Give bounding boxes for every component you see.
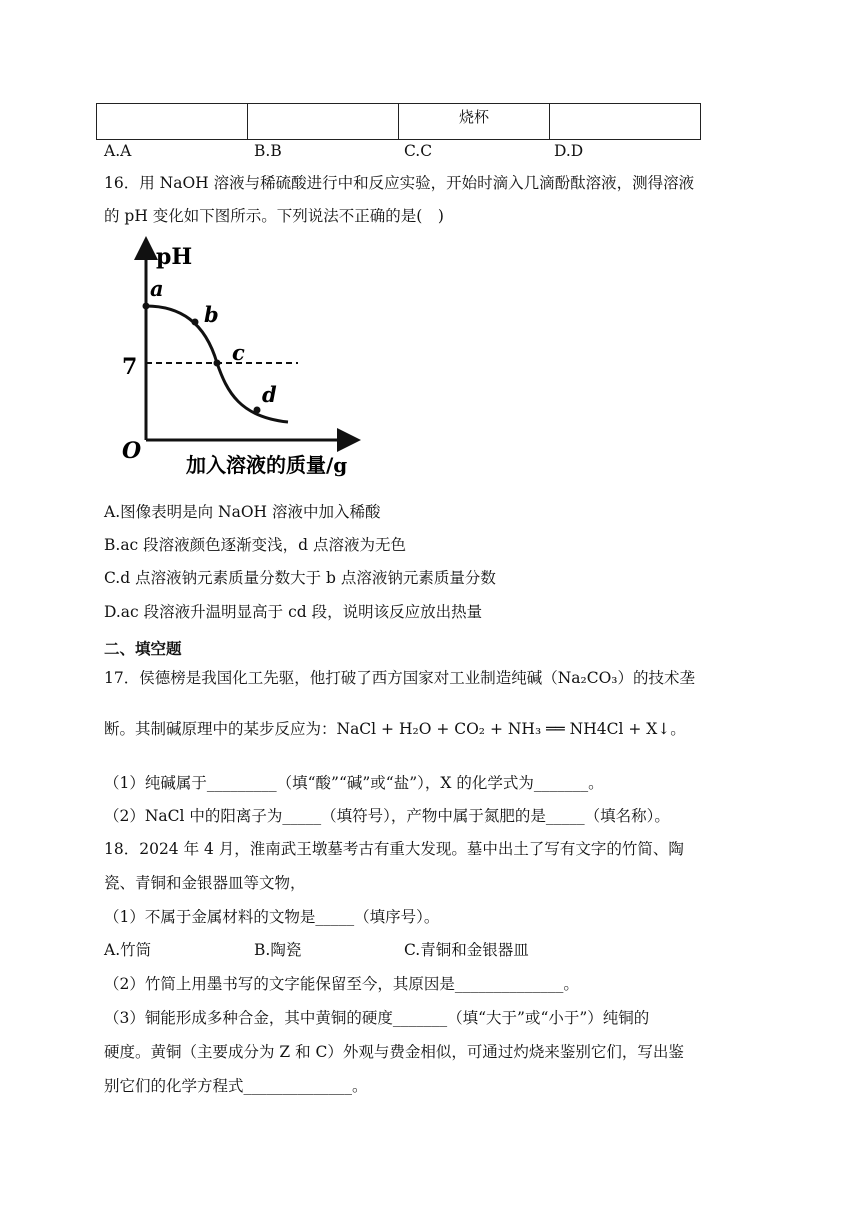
table-row (97, 104, 701, 140)
point-b (192, 319, 199, 326)
q18-stem-line1: 18．2024 年 4 月，淮南武王墩墓考古有重大发现。墓中出土了写有文字的竹简、陶 (104, 840, 684, 858)
q16-option-a: A.图像表明是向 NaOH 溶液中加入稀酸 (104, 503, 381, 521)
answer-table (96, 103, 701, 140)
point-a-label: a (150, 276, 164, 301)
point-c (214, 360, 221, 367)
q17-part2: （2）NaCl 中的阳离子为_____（填符号），产物中属于氮肥的是_____（填名称）。 (104, 807, 670, 825)
q18-part2: （2）竹简上用墨书写的文字能保留至今，其原因是______________。 (104, 975, 579, 993)
q18-part3-line3: 别它们的化学方程式______________。 (104, 1077, 368, 1095)
y-axis-label: pH (156, 244, 193, 270)
q18-option-c: C.青铜和金银器皿 (404, 941, 529, 959)
point-c-label: c (232, 340, 245, 365)
point-d (254, 407, 261, 414)
x-axis-label: 加入溶液的质量/g (186, 453, 348, 477)
q18-stem-line2: 瓷、青铜和金银器皿等文物， (104, 874, 306, 892)
q16-stem-line1: 16．用 NaOH 溶液与稀硫酸进行中和反应实验，开始时滴入几滴酚酞溶液，测得溶液 (104, 174, 695, 192)
q18-option-b: B.陶瓷 (254, 941, 302, 959)
ph7-tick-label: 7 (122, 354, 138, 380)
point-b-label: b (204, 302, 219, 327)
q17-stem-line1: 17．侯德榜是我国化工先驱，他打破了西方国家对工业制造纯碱（Na₂CO₃）的技术垄 (104, 669, 696, 687)
table-cell (550, 104, 701, 140)
q15-option-c: C.C (404, 142, 433, 160)
ph-curve-graph (110, 232, 410, 480)
q17-part1: （1）纯碱属于_________（填“酸”“碱”或“盐”），X 的化学式为_______。 (104, 774, 604, 792)
q16-option-b: B.ac 段溶液颜色逐渐变浅，d 点溶液为无色 (104, 536, 407, 554)
q15-option-d: D.D (554, 142, 584, 160)
table-cell (97, 104, 248, 140)
q18-part3-line2: 硬度。黄铜（主要成分为 Z 和 C）外观与费金相似，可通过灼烧来鉴别它们，写出鉴 (104, 1043, 684, 1061)
point-a (143, 303, 150, 310)
origin-label: O (122, 438, 142, 464)
point-d-label: d (262, 382, 277, 407)
q16-option-d: D.ac 段溶液升温明显高于 cd 段，说明该反应放出热量 (104, 603, 483, 621)
table-cell: 烧杯 (399, 104, 550, 140)
q16-stem-line2: 的 pH 变化如下图所示。下列说法不正确的是( ) (104, 207, 444, 225)
q18-part1: （1）不属于金属材料的文物是_____（填序号）。 (104, 908, 440, 926)
q15-option-b: B.B (254, 142, 282, 160)
table-cell (248, 104, 399, 140)
section-title: 二、填空题 (104, 640, 182, 658)
q16-option-c: C.d 点溶液钠元素质量分数大于 b 点溶液钠元素质量分数 (104, 569, 496, 587)
q15-option-a: A.A (104, 142, 132, 160)
q18-part3-line1: （3）铜能形成多种合金，其中黄铜的硬度_______（填“大于”或“小于”）纯铜的 (104, 1009, 650, 1027)
q18-option-a: A.竹筒 (104, 941, 152, 959)
q17-stem-line2: 断。其制碱原理中的某步反应为：NaCl + H₂O + CO₂ + NH₃ ══ NH4Cl + X↓。 (104, 720, 686, 738)
